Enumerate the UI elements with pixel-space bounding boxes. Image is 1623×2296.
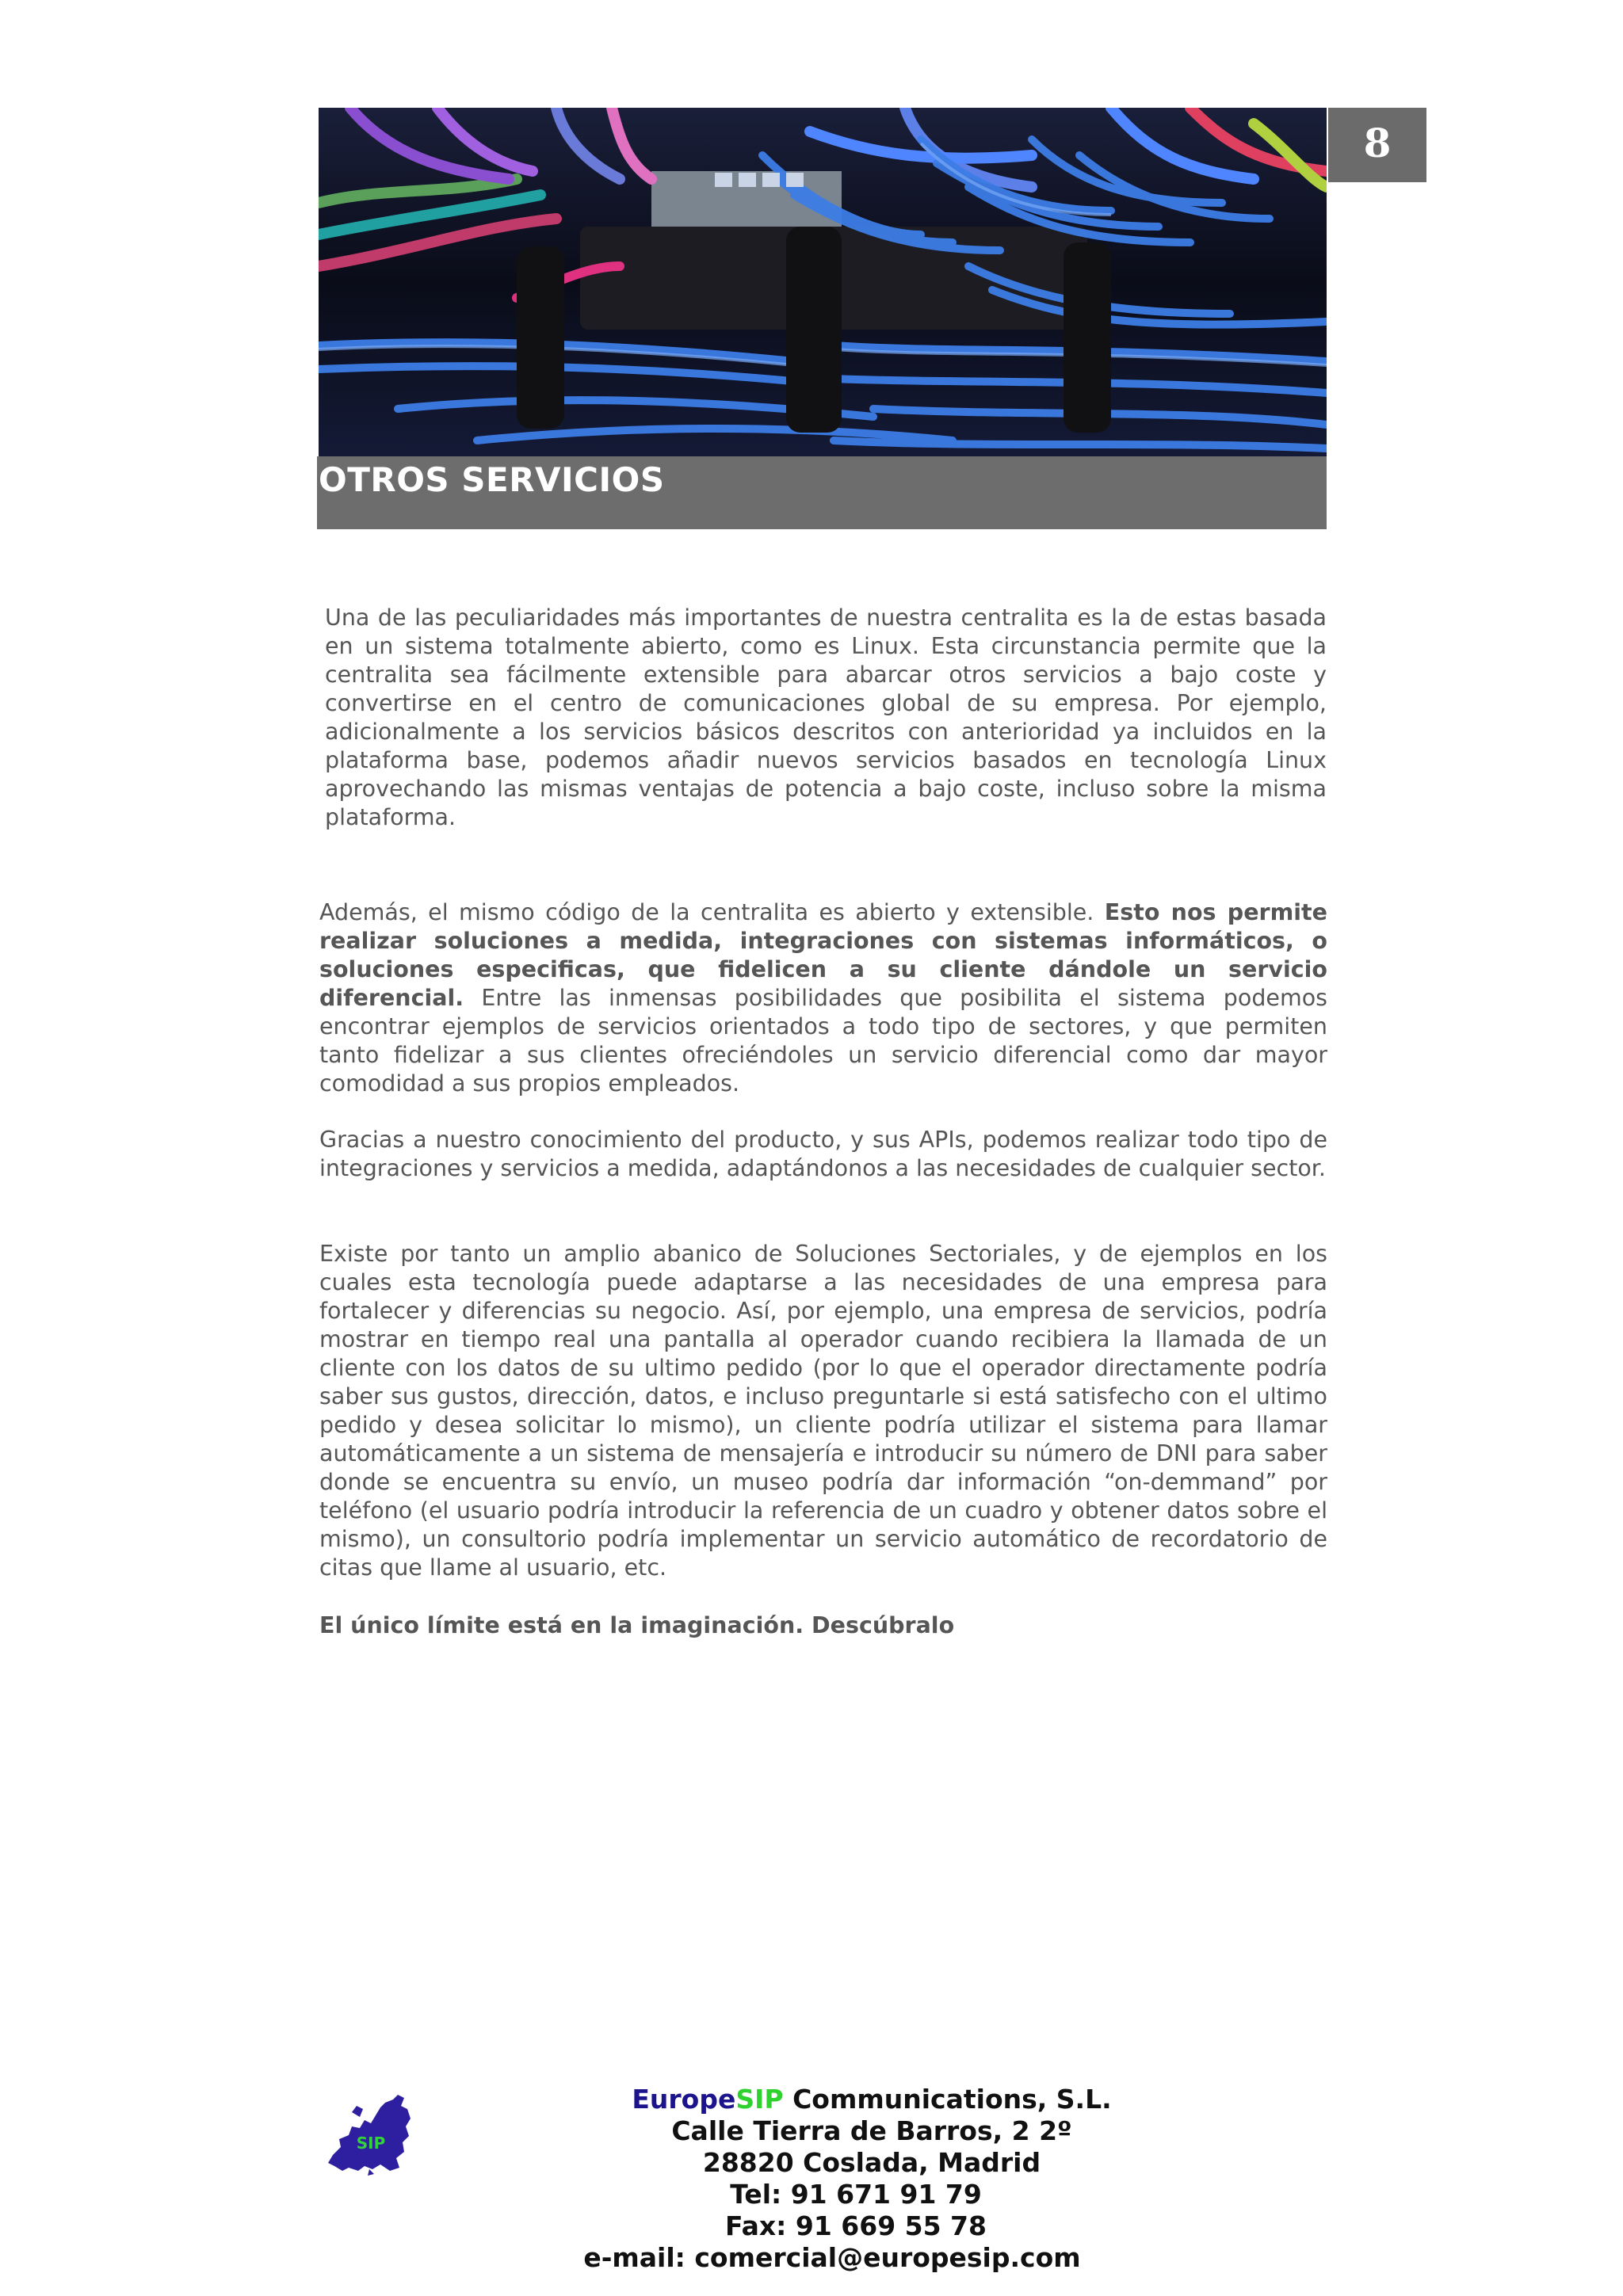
logo-text: SIP (356, 2134, 386, 2153)
company-name (555, 2084, 1189, 2115)
paragraph-extensible-bold: Esto nos permite realizar soluciones a medida, integraciones con sistemas informáticos, o soluciones especificas, que fidelicen a su cliente dándole un servicio diferencial. (319, 899, 1327, 1011)
paragraph-closing: El único límite está en la imaginación. Descúbralo (319, 1612, 955, 1638)
paragraph-extensible-start: Además, el mismo código de la centralita es abierto y extensible. (319, 899, 1105, 925)
section-title-bar (317, 456, 1327, 529)
address-line-1: Calle Tierra de Barros, 2 2º (671, 2115, 1072, 2146)
paragraph-intro: Una de las peculiaridades más importantes de nuestra centralita es la de estas basada en un sistema totalmente abierto, como es Linux. Esta circunstancia permite que la centralita sea fácilmente extensible para abarcar otros servicios a bajo coste y convertirse en el centro de comunicaciones global de su empresa. Por ejemplo, adicionalmente a los servicios básicos descritos con anterioridad ya incluidos en la plataforma base, podemos añadir nuevos servicios basados en tecnología Linux aprovechando las mismas ventajas de potencia a bajo coste, incluso sobre la misma plataforma. (325, 605, 1327, 830)
paragraph-extensible-end: Entre las inmensas posibilidades que posibilita el sistema podemos encontrar ejemplos de servicios orientados a todo tipo de sectores, y que permiten tanto fidelizar a sus clientes ofreciéndoles un servicio diferencial como dar mayor comodidad a sus propios empleados. (319, 985, 1327, 1097)
address-line-2: 28820 Coslada, Madrid (702, 2147, 1041, 2178)
brand-europe: Europe (632, 2084, 736, 2115)
email: e-mail: comercial@europesip.com (583, 2242, 1081, 2273)
section-title: OTROS SERVICIOS (319, 460, 665, 499)
network-cables-icon (319, 108, 1327, 456)
fax: Fax: 91 669 55 78 (725, 2210, 987, 2241)
company-suffix: Communications, S.L. (783, 2084, 1112, 2115)
europe-map-logo-icon (325, 2092, 417, 2176)
network-cables-image (319, 108, 1327, 456)
paragraph-sector-solutions: Existe por tanto un amplio abanico de Soluciones Sectoriales, y de ejemplos en los cuales esta tecnología puede adaptarse a las necesidades de una empresa para fortalecer y diferencias su negocio. Así, por ejemplo, una empresa de servicios, podría mostrar en tiempo real una pantalla al operador cuando recibiera la llamada de un cliente con los datos de su ultimo pedido (por lo que el operador directamente podría saber sus gustos, dirección, datos, e incluso preguntarle si está satisfecho con el ultimo pedido y desea solicitar lo mismo), un cliente podría utilizar el sistema para llamar automáticamente a un sistema de mensajería e introducir su número de DNI para saber donde se encuentra su envío, un museo podría dar información “on-demmand” por teléfono (el usuario podría introducir la referencia de un cuadro y obtener datos sobre el mismo), un consultorio podría implementar un servicio automático de recordatorio de citas que llame al usuario, etc. (319, 1241, 1327, 1581)
footer-contact (555, 2084, 1189, 2274)
paragraph-extensible (319, 898, 1327, 1098)
page-number: 8 (1328, 108, 1426, 182)
brand-sip: SIP (735, 2084, 784, 2115)
phone: Tel: 91 671 91 79 (730, 2179, 982, 2210)
paragraph-apis: Gracias a nuestro conocimiento del producto, y sus APIs, podemos realizar todo tipo de integraciones y servicios a medida, adaptándonos a las necesidades de cualquier sector. (319, 1127, 1327, 1181)
